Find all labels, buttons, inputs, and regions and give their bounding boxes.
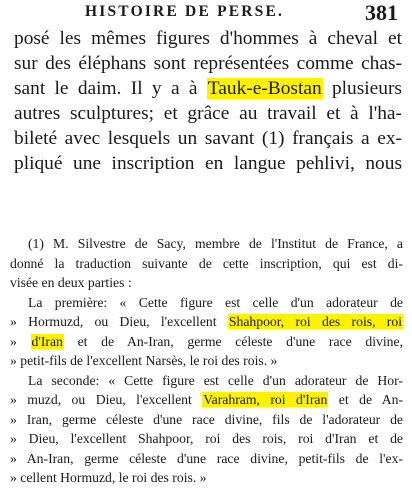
highlighted-place-name: Tauk-e-Bostan <box>207 78 322 99</box>
footnote-line <box>10 312 403 332</box>
text-run: » Dieu, l'excellent Shahpoor, roi des rois, roi d'Iran et de <box>10 431 403 446</box>
footnote <box>10 234 403 488</box>
text-run: donné la traduction suivante de cette inscription, qui est di- <box>10 255 403 271</box>
text-run: » Hormuzd, ou Dieu, l'excellent <box>10 314 228 329</box>
text-run: » <box>10 333 31 349</box>
highlighted-phrase: d'Iran <box>31 333 63 349</box>
text-run: et de An- <box>328 392 404 407</box>
footnote-line <box>10 390 403 410</box>
footnote-line <box>10 468 403 488</box>
footnote-line <box>10 293 403 313</box>
text-run: » petit-fils de l'excellent Narsès, le roi des rois. » <box>10 353 278 368</box>
footnote-line <box>10 332 403 352</box>
text-run: visée en deux parties : <box>10 275 132 290</box>
text-run: sant le daim. Il y a à <box>14 78 207 99</box>
text-line <box>14 26 402 51</box>
page-number: 381 <box>365 0 398 25</box>
text-run: » cellent Hormuzd, le roi des rois. » <box>10 470 207 485</box>
text-run: plusieurs <box>322 78 402 99</box>
text-line <box>14 151 402 176</box>
highlighted-phrase: Shahpoor, roi des rois, roi <box>228 314 403 329</box>
text-run: et de An-Iran, germe céleste d'une race divine, <box>63 333 403 349</box>
text-run: » Iran, germe céleste d'une race divine, fils de l'adorateur de <box>10 411 403 427</box>
footnote-line <box>10 273 403 293</box>
text-run: » muzd, ou Dieu, l'excellent <box>10 392 203 407</box>
text-run: » An-Iran, germe céleste d'une race divine, petit-fils de l'ex- <box>10 450 403 466</box>
text-run: (1) M. Silvestre de Sacy, membre de l'Institut de France, a <box>28 236 403 251</box>
running-head: HISTOIRE DE PERSE. <box>85 3 285 20</box>
text-run: bileté avec lesquels un savant (1) français a ex- <box>14 128 402 149</box>
footnote-line <box>10 449 403 469</box>
text-line <box>14 76 402 101</box>
text-run: La seconde: « Cette figure est celle d'un adorateur de Hor- <box>28 372 403 388</box>
footnote-line <box>10 429 403 449</box>
text-run: autres sculptures; et grâce au travail et à l'ha- <box>14 103 402 124</box>
main-paragraph <box>14 26 402 176</box>
text-run: sur des éléphans sont représentées comme chas- <box>14 53 402 74</box>
highlighted-phrase: Varahram, roi d'Iran <box>203 392 328 407</box>
footnote-line <box>10 371 403 391</box>
page-header <box>0 0 412 25</box>
text-line <box>14 101 402 126</box>
text-run: posé les mêmes figures d'hommes à cheval et <box>14 28 402 49</box>
footnote-line <box>10 410 403 430</box>
text-run: pliqué une inscription en langue pehlivi, nous <box>14 153 402 174</box>
footnote-line <box>10 234 403 254</box>
text-line <box>14 126 402 151</box>
text-line <box>14 51 402 76</box>
footnote-line <box>10 351 403 371</box>
footnote-line <box>10 254 403 274</box>
text-run: La première: « Cette figure est celle d'un adorateur de <box>28 294 403 310</box>
